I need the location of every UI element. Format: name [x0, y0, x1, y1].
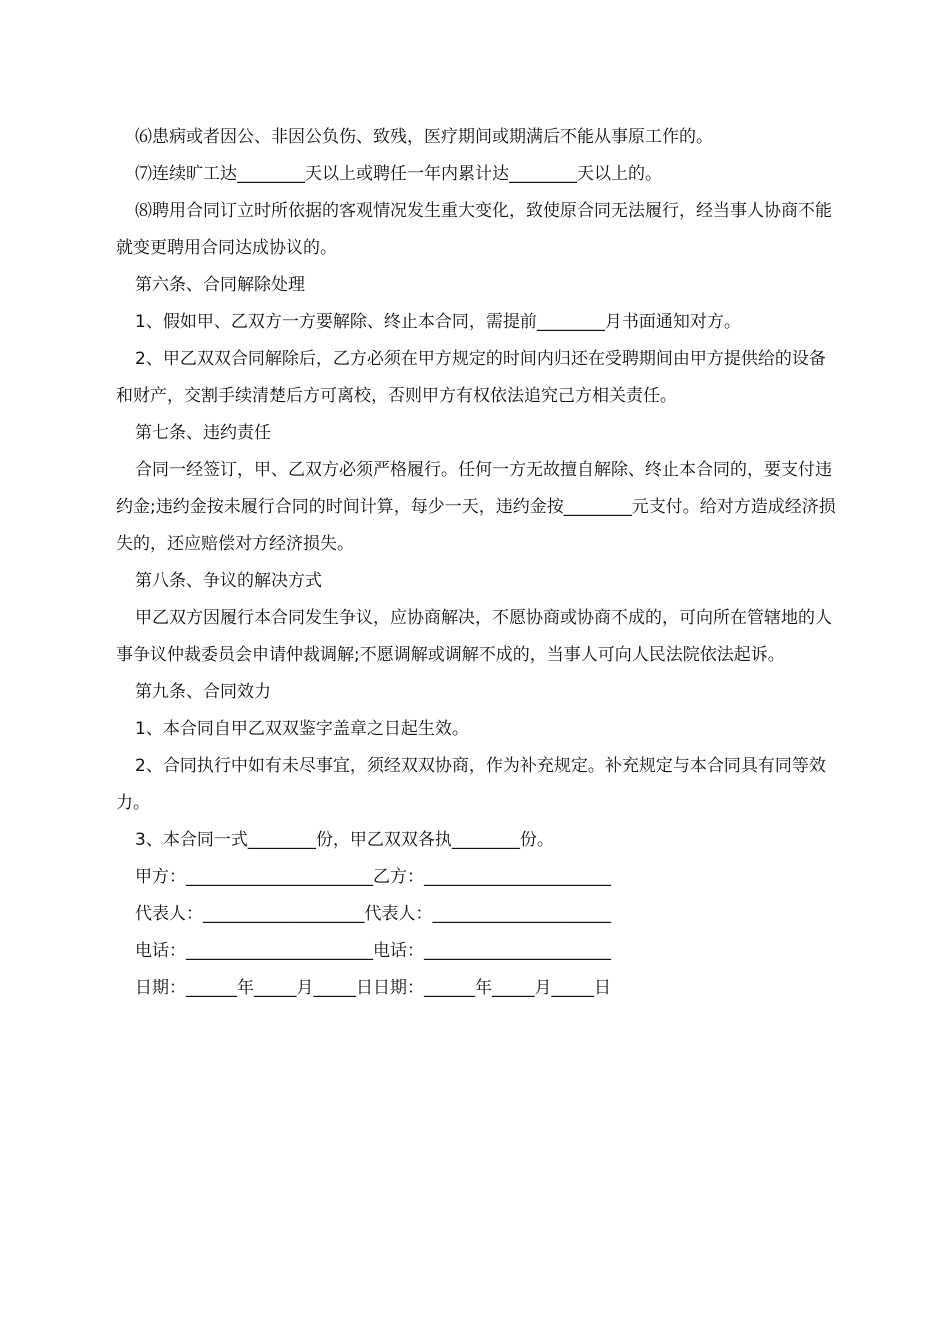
clause-6: ⑹患病或者因公、非因公负伤、致残，医疗期间或期满后不能从事原工作的。	[135, 127, 713, 147]
section-6-item-1: 1、假如甲、乙双方一方要解除、终止本合同，需提前________月书面通知对方。	[135, 312, 741, 332]
section-heading-6: 第六条、合同解除处理	[135, 275, 305, 295]
signature-representative-line: 代表人：___________________代表人：_____________________	[135, 904, 611, 924]
section-heading-9: 第九条、合同效力	[135, 682, 271, 702]
section-9-item-1: 1、本合同自甲乙双双鉴字盖章之日起生效。	[135, 719, 469, 739]
section-8-body: 甲乙双方因履行本合同发生争议，应协商解决，不愿协商或协商不成的，可向所在管辖地的人事争议仲裁委员会申请仲裁调解;不愿调解或调解不成的，当事人可向人民法院依法起诉。	[116, 608, 832, 665]
section-heading-7: 第七条、违约责任	[135, 423, 271, 443]
section-6-item-2: 2、甲乙双双合同解除后，乙方必须在甲方规定的时间内归还在受聘期间由甲方提供给的设备和财产，交割手续清楚后方可离校，否则甲方有权依法追究己方相关责任。	[116, 349, 826, 406]
signature-date-line: 日期：______年_____月_____日日期：______年_____月_____日	[135, 978, 611, 998]
signature-phone-line: 电话：______________________电话：______________________	[135, 941, 611, 961]
clause-8: ⑻聘用合同订立时所依据的客观情况发生重大变化，致使原合同无法履行，经当事人协商不能就变更聘用合同达成协议的。	[116, 201, 832, 258]
section-7-body: 合同一经签订，甲、乙双方必须严格履行。任何一方无故擅自解除、终止本合同的，要支付违约金;违约金按未履行合同的时间计算，每少一天，违约金按________元支付。给对方造成经济损失的，还应赔偿对方经济损失。	[116, 460, 836, 554]
signature-party-line: 甲方：______________________乙方：______________________	[135, 867, 611, 887]
section-9-item-3: 3、本合同一式________份，甲乙双双各执________份。	[135, 830, 554, 850]
section-heading-8: 第八条、争议的解决方式	[135, 571, 322, 591]
document-page	[116, 119, 836, 1007]
section-9-item-2: 2、合同执行中如有未尽事宜，须经双双协商，作为补充规定。补充规定与本合同具有同等效力。	[116, 756, 826, 813]
clause-7: ⑺连续旷工达________天以上或聘任一年内累计达________天以上的。	[135, 164, 662, 184]
